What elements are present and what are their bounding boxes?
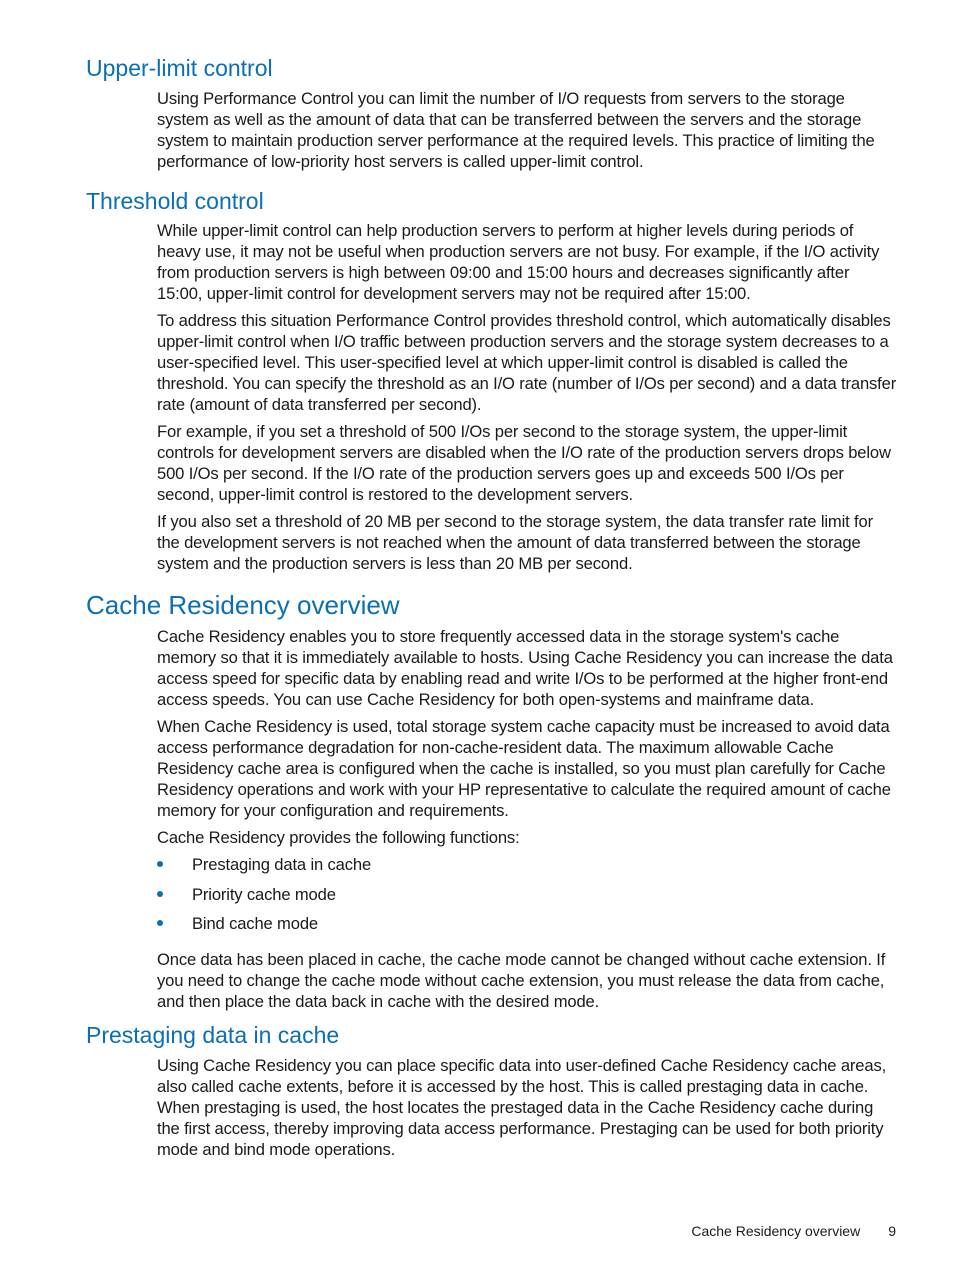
- list-item: [157, 913, 899, 943]
- heading-prestaging-data-in-cache: Prestaging data in cache: [86, 1022, 340, 1048]
- paragraph: Using Performance Control you can limit the number of I/O requests from servers to the storage system as well as the amount of data that can be transferred between the servers and the storage system to maintain production server performance at the required levels. This practice of limiting the performance of low-priority host servers is called upper-limit control.: [157, 89, 875, 171]
- heading-threshold-control: Threshold control: [86, 188, 264, 214]
- paragraph: While upper-limit control can help production servers to perform at higher levels during periods of heavy use, it may not be useful when production servers are not busy. For example, if the I/O activity from production servers is high between 09:00 and 15:00 hours and decreases significantly after 15:00, upper-limit control for development servers may not be required after 15:00.: [157, 221, 880, 303]
- paragraph: Cache Residency provides the following functions:: [157, 828, 520, 847]
- list-item-label: Prestaging data in cache: [192, 855, 372, 874]
- paragraph: When Cache Residency is used, total storage system cache capacity must be increased to avoid data access performance degradation for non-cache-resident data. The maximum allowable Cache Residency cache area is configured when the cache is installed, so you must plan carefully for Cache Residency operations and work with your HP representative to calculate the required amount of cache memory for your configuration and requirements.: [157, 717, 891, 820]
- list-item-label: Bind cache mode: [192, 914, 318, 933]
- cache-overview-body: [157, 626, 899, 1018]
- heading-cache-residency-overview: Cache Residency overview: [86, 590, 400, 620]
- list-item-label: Priority cache mode: [192, 884, 336, 904]
- functions-list: [157, 854, 899, 943]
- prestaging-body: [157, 1055, 899, 1166]
- page-number: 9: [888, 1223, 896, 1239]
- paragraph: Once data has been placed in cache, the cache mode cannot be changed without cache extension. If you need to change the cache mode without cache extension, you must release the data from cache, and then place the data back in cache with the desired mode.: [157, 949, 886, 1011]
- list-item: [157, 854, 899, 884]
- heading-upper-limit-control: Upper-limit control: [86, 55, 273, 81]
- paragraph: For example, if you set a threshold of 500 I/Os per second to the storage system, the upper-limit controls for development servers are disabled when the I/O rate of the production servers drops below 500 I/Os per second. If the I/O rate of the production servers goes up and exceeds 500 I/Os per second, upper-limit control is restored to the development servers.: [157, 422, 891, 504]
- threshold-body: [157, 220, 899, 580]
- bullet-icon: [157, 920, 163, 926]
- bullet-icon: [157, 861, 163, 867]
- bullet-icon: [157, 891, 163, 897]
- list-item: [157, 884, 899, 914]
- paragraph: Using Cache Residency you can place specific data into user-defined Cache Residency cache areas, also called cache extents, before it is accessed by the host. This is called prestaging data in cache. When prestaging is used, the host locates the prestaged data in the Cache Residency cache during the first access, thereby improving data access performance. Prestaging can be used for both priority mode and bind mode operations.: [157, 1056, 887, 1159]
- paragraph: Cache Residency enables you to store frequently accessed data in the storage system's cache memory so that it is immediately available to hosts. Using Cache Residency you can increase the data access speed for specific data by enabling read and write I/Os to be performed at the higher front-end access speeds. You can use Cache Residency for both open-systems and mainframe data.: [157, 627, 893, 709]
- page-footer: [691, 1221, 896, 1241]
- paragraph: If you also set a threshold of 20 MB per second to the storage system, the data transfer rate limit for the development servers is not reached when the amount of data transferred between the storage system and the production servers is less than 20 MB per second.: [157, 512, 873, 573]
- footer-section-title: Cache Residency overview: [691, 1223, 861, 1239]
- upper-limit-body: [157, 88, 899, 178]
- paragraph: To address this situation Performance Control provides threshold control, which automatically disables upper-limit control when I/O traffic between production servers and the storage system decreases to a user-specified level. This user-specified level at which upper-limit control is disabled is called the threshold. You can specify the threshold as an I/O rate (number of I/Os per second) and a data transfer rate (amount of data transferred per second).: [157, 311, 897, 414]
